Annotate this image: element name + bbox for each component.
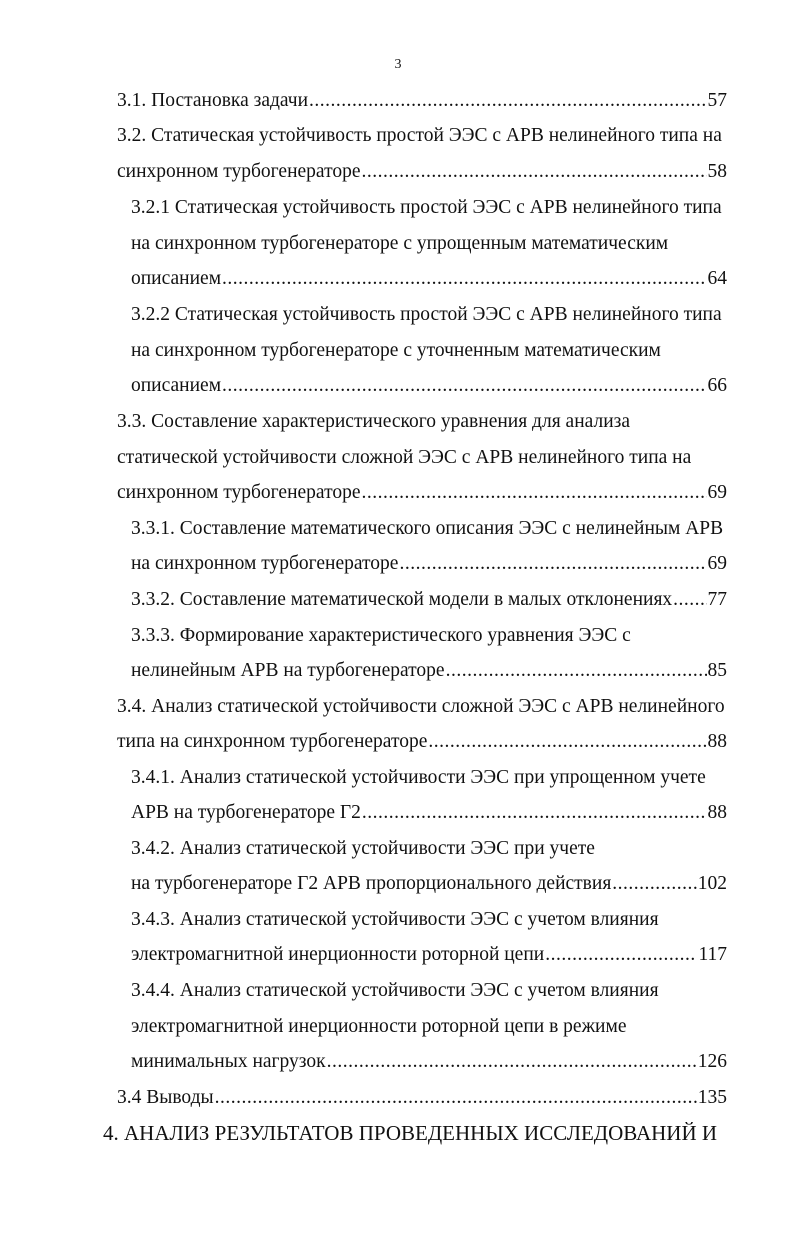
toc-entry-3-3-line2[interactable]: статической устойчивости сложной ЭЭС с АРВ нелинейного типа на <box>117 447 692 468</box>
toc-entry-3-2-1-line2[interactable]: на синхронном турбогенераторе с упрощенным математическим <box>131 233 669 254</box>
toc-entry-title: 3.4 Выводы <box>117 1087 214 1108</box>
page-number: 3 <box>394 57 402 72</box>
leader-dots <box>545 942 697 968</box>
toc-page-number: 85 <box>707 660 727 681</box>
toc-entry-title: нелинейным АРВ на турбогенераторе <box>131 660 445 681</box>
toc-entry-title: минимальных нагрузок <box>131 1051 326 1072</box>
toc-entry-3-2-1-line1[interactable]: 3.2.1 Статическая устойчивость простой ЭЭС с АРВ нелинейного типа <box>131 197 722 218</box>
toc-entry-3-4-line1[interactable]: 3.4. Анализ статической устойчивости сложной ЭЭС с АРВ нелинейного <box>117 696 725 717</box>
toc-page-number: 64 <box>707 268 727 289</box>
toc-page-number: 66 <box>707 375 727 396</box>
leader-dots <box>215 1085 697 1111</box>
toc-entry-3-3-line1[interactable]: 3.3. Составление характеристического уравнения для анализа <box>117 411 630 432</box>
toc-entry-3-4-3-line1[interactable]: 3.4.3. Анализ статической устойчивости ЭЭС с учетом влияния <box>131 909 659 930</box>
toc-page-number: 88 <box>707 802 727 823</box>
toc-entry-title: синхронном турбогенераторе <box>117 482 361 503</box>
toc-entry-3-2-line1[interactable]: 3.2. Статическая устойчивость простой ЭЭС с АРВ нелинейного типа на <box>117 125 722 146</box>
toc-entry-3-4-4[interactable] <box>131 1049 727 1075</box>
leader-dots <box>361 480 706 506</box>
toc-entry-title: описанием <box>131 268 222 289</box>
toc-entry-title: 3.3.2. Составление математической модели в малых отклонениях <box>131 589 673 610</box>
toc-entry-3-4[interactable] <box>117 729 727 755</box>
toc-entry-3-2[interactable] <box>117 159 727 185</box>
leader-dots <box>327 1049 697 1075</box>
toc-page-number: 135 <box>697 1087 727 1108</box>
toc-entry-3-3[interactable] <box>117 480 727 506</box>
leader-dots <box>361 159 706 185</box>
toc-entry-3-4-1-line1[interactable]: 3.4.1. Анализ статической устойчивости ЭЭС при упрощенном учете <box>131 767 706 788</box>
toc-entry-3-4-conclusions[interactable] <box>117 1085 727 1111</box>
toc-entry-3-2-1[interactable] <box>131 266 727 292</box>
toc-entry-3-3-1[interactable] <box>131 551 727 577</box>
toc-entry-3-4-2-line1[interactable]: 3.4.2. Анализ статической устойчивости ЭЭС при учете <box>131 838 595 859</box>
leader-dots <box>399 551 706 577</box>
toc-entry-3-3-2[interactable] <box>131 587 727 613</box>
toc-page-number: 69 <box>707 482 727 503</box>
toc-chapter-4-heading[interactable]: 4. АНАЛИЗ РЕЗУЛЬТАТОВ ПРОВЕДЕННЫХ ИССЛЕДОВАНИЙ И <box>103 1121 718 1145</box>
toc-entry-3-3-3[interactable] <box>131 658 727 684</box>
toc-page-number: 88 <box>707 731 727 752</box>
toc-entry-title: синхронном турбогенераторе <box>117 161 361 182</box>
toc-page-number: 58 <box>707 161 727 182</box>
toc-entry-title: АРВ на турбогенераторе Г2 <box>131 802 361 823</box>
toc-entry-3-3-1-line1[interactable]: 3.3.1. Составление математического описания ЭЭС с нелинейным АРВ <box>131 518 724 539</box>
toc-page-number: 126 <box>697 1051 727 1072</box>
toc-entry-title: электромагнитной инерционности роторной цепи <box>131 944 545 965</box>
toc-entry-3-3-3-line1[interactable]: 3.3.3. Формирование характеристического уравнения ЭЭС с <box>131 625 631 646</box>
toc-entry-title: 3.1. Постановка задачи <box>117 90 309 111</box>
toc-page-number: 69 <box>707 553 727 574</box>
leader-dots <box>362 800 707 826</box>
toc-page-number: 57 <box>707 90 727 111</box>
toc-page-number: 117 <box>698 944 727 965</box>
leader-dots <box>428 729 706 755</box>
toc-entry-title: типа на синхронном турбогенераторе <box>117 731 428 752</box>
toc-entry-title: описанием <box>131 375 222 396</box>
toc-entry-title: на синхронном турбогенераторе <box>131 553 399 574</box>
leader-dots <box>612 871 696 897</box>
leader-dots <box>446 658 707 684</box>
toc-entry-3-4-1[interactable] <box>131 800 727 826</box>
toc-entry-3-4-3[interactable] <box>131 942 727 968</box>
toc-entry-title: на турбогенераторе Г2 АРВ пропорционального действия <box>131 873 612 894</box>
toc-entry-3-4-4-line1[interactable]: 3.4.4. Анализ статической устойчивости ЭЭС с учетом влияния <box>131 980 659 1001</box>
leader-dots <box>673 587 706 613</box>
toc-entry-3-2-2-line1[interactable]: 3.2.2 Статическая устойчивость простой ЭЭС с АРВ нелинейного типа <box>131 304 722 325</box>
toc-entry-3-2-2[interactable] <box>131 373 727 399</box>
toc-entry-3-4-4-line2[interactable]: электромагнитной инерционности роторной цепи в режиме <box>131 1016 627 1037</box>
toc-page-number: 77 <box>707 589 727 610</box>
toc-entry-3-1[interactable] <box>117 88 727 114</box>
leader-dots <box>222 373 706 399</box>
leader-dots <box>309 88 706 114</box>
toc-page-number: 102 <box>697 873 727 894</box>
toc-entry-3-4-2[interactable] <box>131 871 727 897</box>
leader-dots <box>222 266 706 292</box>
toc-entry-3-2-2-line2[interactable]: на синхронном турбогенераторе с уточненным математическим <box>131 340 661 361</box>
